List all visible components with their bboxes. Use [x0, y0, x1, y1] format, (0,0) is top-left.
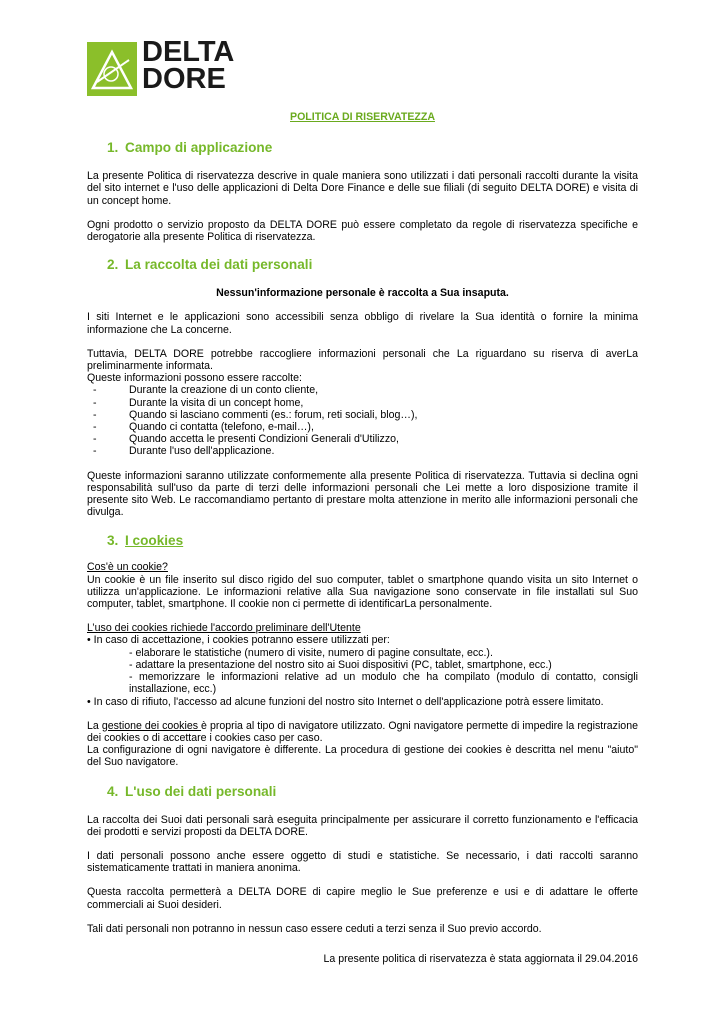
bullet-item: • In caso di rifiuto, l'accesso ad alcune funzioni del nostro sito Internet o dell'applicazione potrà essere limitato. — [87, 695, 604, 708]
logo-line2: DORE — [142, 63, 226, 95]
bullet-item: • In caso di accettazione, i cookies potranno essere utilizzati per: — [87, 634, 390, 647]
section-title: Campo di applicazione — [125, 140, 273, 156]
section-4-heading — [107, 784, 638, 800]
collection-list — [87, 384, 638, 457]
section-2-heading — [107, 257, 638, 273]
section-3-heading — [107, 533, 638, 549]
list-item: - Durante la creazione di un conto cliente, — [93, 384, 319, 397]
list-item: - Durante la visita di un concept home, — [93, 396, 304, 409]
sub-item: - memorizzare le informazioni relative ad un modulo che ha compilato (modulo di contatto, consigli installazione, ecc.) — [129, 671, 638, 696]
paragraph: La presente Politica di riservatezza descrive in quale maniera sono utilizzati i dati personali raccolti durante la visita del sito internet e l'uso delle applicazioni di Delta Dore Finance e delle sue filiali (di seguito DELTA DORE) e visita di un concept home. — [87, 170, 638, 207]
section-number: 2. — [107, 257, 119, 273]
list-item: - Quando ci contatta (telefono, e-mail…), — [93, 421, 314, 434]
paragraph: I siti Internet e le applicazioni sono accessibili senza obbligo di rivelare la Sua identità o fornire la minima informazione che La concerne. — [87, 311, 638, 336]
logo-line1: DELTA — [142, 36, 235, 68]
sub-item: - adattare la presentazione del nostro sito ai Suoi dispositivi (PC, tablet, smartphone, ecc.) — [129, 658, 552, 671]
paragraph: Queste informazioni saranno utilizzate conformemente alla presente Politica di riservatezza. Tuttavia si declina ogni responsabilità sull'uso da parte di terzi delle informazioni personali che Lei mette a loro disposizione tramite il presente sito Web. Le raccomandiamo pertanto di prestare molta attenzione in merito alle informazioni personali che divulga. — [87, 469, 638, 519]
paragraph: Queste informazioni possono essere raccolte: — [87, 372, 302, 385]
cookie-management-link[interactable]: gestione dei cookies — [101, 719, 202, 732]
section-1-heading — [107, 140, 638, 156]
paragraph: Ogni prodotto o servizio proposto da DELTA DORE può essere completato da regole di riservatezza specifiche e derogatorie alla presente Politica di riservatezza. — [87, 218, 638, 244]
subheading-what-is-cookie: Cos'è un cookie? — [87, 561, 168, 574]
logo-emblem — [87, 42, 137, 96]
section-title[interactable]: I cookies — [125, 533, 184, 549]
list-item: - Quando accetta le presenti Condizioni Generali d'Utilizzo, — [93, 433, 399, 446]
bold-statement: Nessun'informazione personale è raccolta a Sua insaputa. — [216, 287, 509, 300]
paragraph: Questa raccolta permetterà a DELTA DORE di capire meglio le Sue preferenze e usi e di adattare le offerte commerciali ai Suoi desideri. — [87, 886, 638, 911]
subheading-cookie-consent: L’uso dei cookies richiede l'accordo preliminare dell'Utente — [87, 622, 361, 635]
document-title[interactable]: POLITICA DI RISERVATEZZA — [290, 111, 435, 123]
paragraph: Un cookie è un file inserito sul disco rigido del suo computer, tablet o smartphone quando visita un sito Internet o utilizza un'applicazione. Le informazioni relative alla Sua navigazione sono conservate in file installati sul Suo computer, tablet, smartphone. Il cookie non ci permette di identificarLa personalmente. — [87, 573, 638, 611]
delta-dore-logo — [87, 36, 235, 96]
sub-item: - elaborare le statistiche (numero di visite, numero di pagine consultate, ecc.). — [129, 646, 493, 659]
section-number: 4. — [107, 783, 119, 799]
paragraph: La raccolta dei Suoi dati personali sarà eseguita principalmente per assicurare il corretto funzionamento e l'efficacia dei prodotti e servizi proposti da DELTA DORE. — [87, 813, 638, 838]
logo-wordmark — [142, 36, 235, 95]
footer-update-note: La presente politica di riservatezza è stata aggiornata il 29.04.2016 — [323, 953, 638, 965]
paragraph: Tali dati personali non potranno in nessun caso essere ceduti a terzi senza il Suo previo accordo. — [87, 922, 542, 935]
paragraph: La configurazione di ogni navigatore è differente. La procedura di gestione dei cookies è descritta nel menu "aiuto" del Suo navigatore. — [87, 744, 638, 769]
list-item: - Quando si lasciano commenti (es.: forum, reti sociali, blog…), — [93, 408, 418, 421]
section-title: L'uso dei dati personali — [125, 783, 277, 799]
document-body — [87, 108, 638, 935]
section-number: 1. — [107, 140, 119, 156]
paragraph: La gestione dei cookies è propria al tipo di navigatore utilizzato. Ogni navigatore permette di impedire la registrazione dei cookies o di accettare i cookies caso per caso. — [87, 719, 638, 744]
list-item: - Durante l'uso dell'applicazione. — [93, 445, 275, 458]
section-title: La raccolta dei dati personali — [125, 257, 313, 273]
paragraph: Tuttavia, DELTA DORE potrebbe raccogliere informazioni personali che La riguardano su riserva di averLa preliminarmente informata. — [87, 347, 638, 373]
section-number: 3. — [107, 533, 119, 549]
paragraph: I dati personali possono anche essere oggetto di studi e statistiche. Se necessario, i dati raccolti saranno sistematicamente trattati in maniera anonima. — [87, 849, 638, 875]
